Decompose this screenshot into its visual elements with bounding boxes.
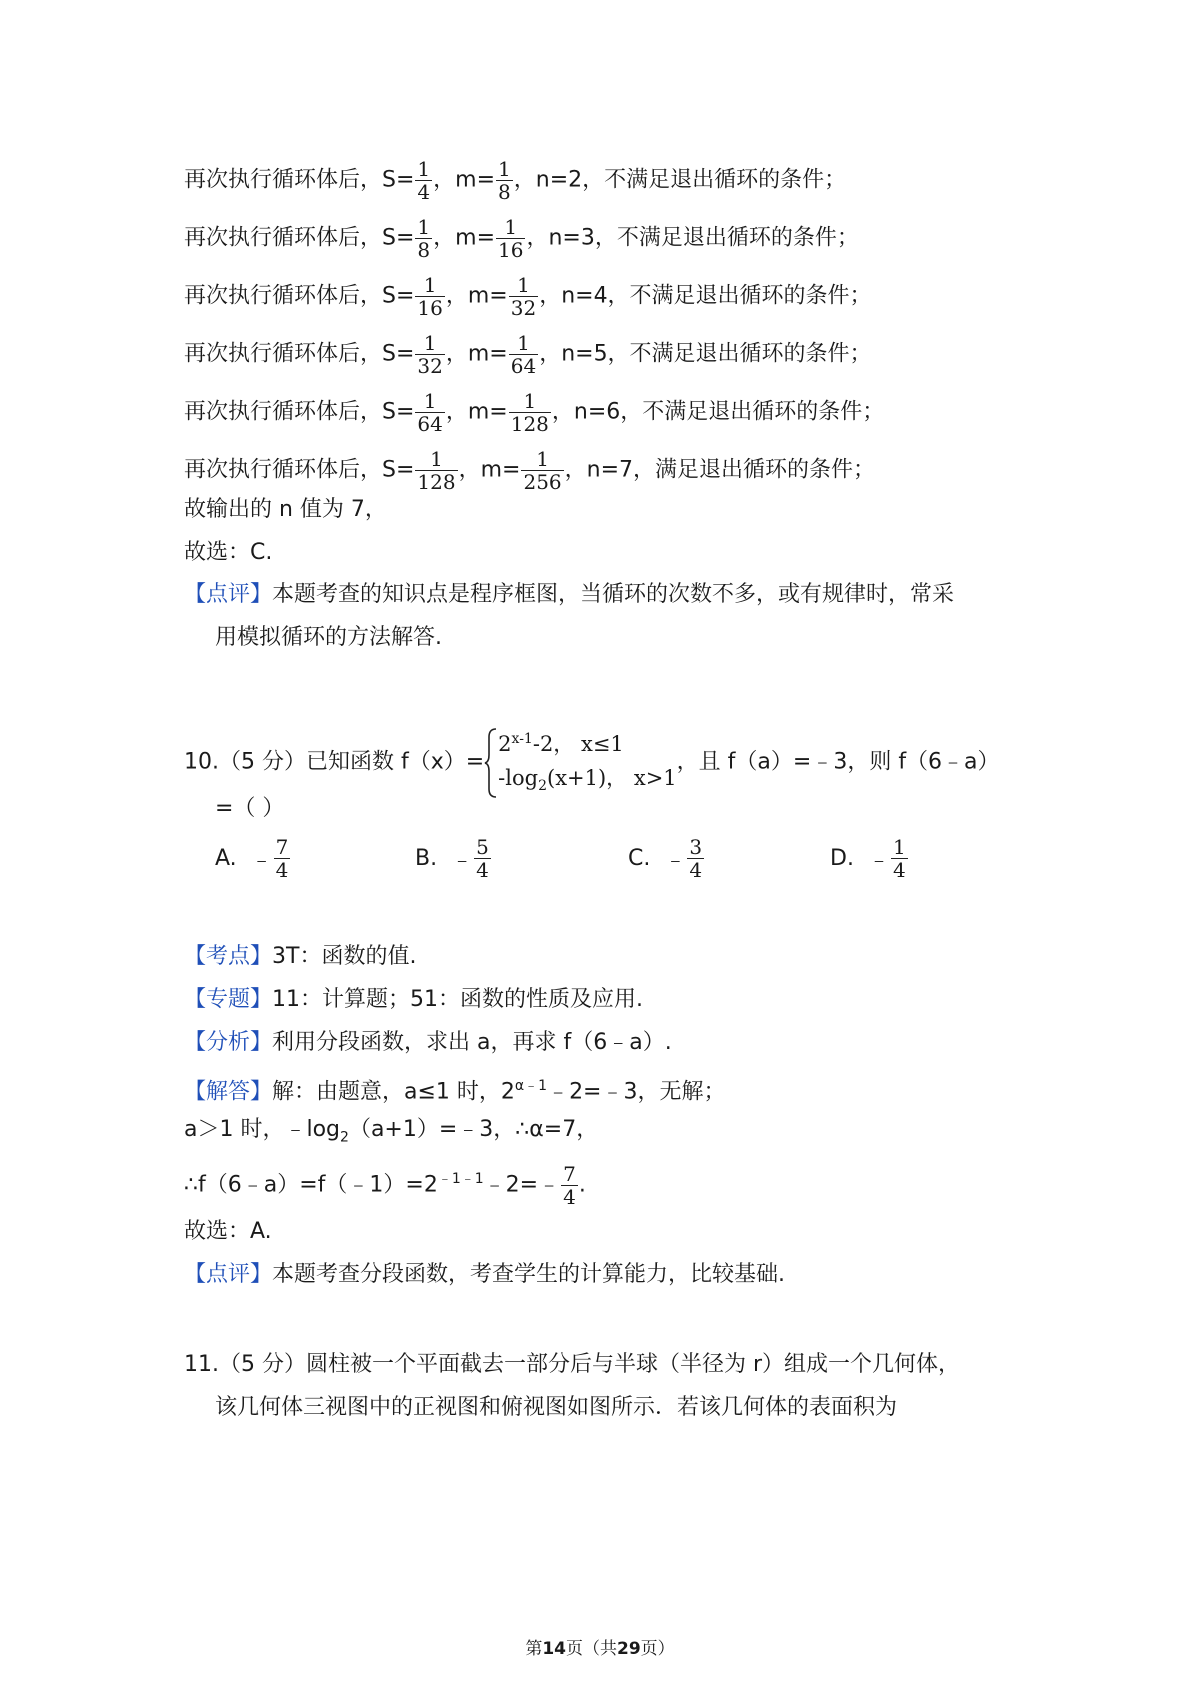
q10-stem: 10.（5 分）已知函数 f（x）= $2^{x-1}-2$， x≤1 $-\log_2(x+1)$， x>1 ，且 f（a）=﹣3，则 f（6﹣a） xyxy=(184,722,1000,803)
option-d: D. ﹣ $\frac{1}{4}$ xyxy=(830,835,906,882)
solution-line-c: $\therefore f(6﹣a)=f(﹣1)=2^{﹣1﹣1}﹣2=﹣$ $\frac{7}{4}$ . xyxy=(184,1162,586,1209)
fraction: $\frac{1}{4}$ xyxy=(417,157,431,204)
loop-line: 再次执行循环体后，S= $\frac{1}{16}$ ，m= $\frac{1}{32}$ ，n=4，不满足退出循环的条件； xyxy=(184,273,872,320)
jieda: 【解答】解：由题意，a≤1 时，$2^{\alpha﹣1}﹣2=﹣3$，无解； xyxy=(184,1078,726,1105)
loop-line: 再次执行循环体后，S= $\frac{1}{8}$ ，m= $\frac{1}{16}$ ，n=3，不满足退出循环的条件； xyxy=(184,215,859,262)
fraction: $\frac{3}{4}$ xyxy=(689,835,703,882)
piecewise-brace xyxy=(484,727,498,799)
fraction: $\frac{1}{16}$ xyxy=(417,273,443,320)
q10-stem-cont: =（ ） xyxy=(215,796,285,821)
fraction: $\frac{1}{8}$ xyxy=(498,157,511,204)
loop-line: 再次执行循环体后，S= $\frac{1}{4}$ ，m= $\frac{1}{8}$ ，n=2，不满足退出循环的条件； xyxy=(184,157,847,204)
fraction: $\frac{1}{32}$ xyxy=(417,331,443,378)
fraction: $\frac{1}{128}$ xyxy=(417,447,456,494)
fraction: $\frac{7}{4}$ xyxy=(563,1162,576,1209)
zhuanti: 【专题】11：计算题；51：函数的性质及应用. xyxy=(184,987,643,1012)
fraction: $\frac{1}{256}$ xyxy=(523,447,562,494)
fraction: $\frac{1}{64}$ xyxy=(510,331,537,378)
review-tag: 【点评】 xyxy=(184,582,273,607)
q9-review: 【点评】本题考查的知识点是程序框图，当循环的次数不多，或有规律时，常采 xyxy=(184,582,955,607)
piecewise-cases: 2$^{x-1}$-2， x≤1 $-\log_2(x+1)$， x>1 xyxy=(498,731,677,795)
loop-line: 再次执行循环体后，S= $\frac{1}{32}$ ，m= $\frac{1}{64}$ ，n=5，不满足退出循环的条件； xyxy=(184,331,872,378)
option-b: B. ﹣ $\frac{5}{4}$ xyxy=(415,835,489,882)
q11-line2: 该几何体三视图中的正视图和俯视图如图所示．若该几何体的表面积为 xyxy=(215,1395,898,1420)
q11-line1: 11.（5 分）圆柱被一个平面截去一部分后与半球（半径为 r）组成一个几何体， xyxy=(184,1352,961,1377)
page-footer: 第14页（共29页） xyxy=(525,1639,675,1659)
loop-line: 再次执行循环体后，S= $\frac{1}{128}$ ，m= $\frac{1}{256}$ ，n=7，满足退出循环的条件； xyxy=(184,447,876,494)
fraction: $\frac{5}{4}$ xyxy=(476,835,489,882)
q10-answer: 故选：A. xyxy=(184,1219,272,1244)
fraction: $\frac{1}{128}$ xyxy=(510,389,549,436)
fraction: $\frac{1}{16}$ xyxy=(498,215,524,262)
fraction: $\frac{1}{8}$ xyxy=(417,215,431,262)
loop-line: 再次执行循环体后，S= $\frac{1}{64}$ ，m= $\frac{1}{128}$ ，n=6，不满足退出循环的条件； xyxy=(184,389,885,436)
q9-review-cont: 用模拟循环的方法解答. xyxy=(215,625,442,650)
option-c: C. ﹣ $\frac{3}{4}$ xyxy=(628,835,703,882)
solution-line-b: a＞1 时，$﹣\log_2(a+1)=﹣3$，∴α=7， xyxy=(184,1117,599,1146)
fraction: $\frac{1}{32}$ xyxy=(510,273,537,320)
option-a: A. ﹣ $\frac{7}{4}$ xyxy=(215,835,289,882)
q9-answer: 故选：C. xyxy=(184,540,273,565)
fenxi: 【分析】利用分段函数，求出 a，再求 f（6﹣a）. xyxy=(184,1030,672,1055)
fraction: $\frac{7}{4}$ xyxy=(275,835,289,882)
kaodian: 【考点】3T：函数的值. xyxy=(184,944,417,969)
fraction: $\frac{1}{64}$ xyxy=(417,389,443,436)
q10-review: 【点评】本题考查分段函数，考查学生的计算能力，比较基础. xyxy=(184,1262,786,1287)
q9-output: 故输出的 n 值为 7， xyxy=(184,497,387,522)
fraction: $\frac{1}{4}$ xyxy=(892,835,906,882)
